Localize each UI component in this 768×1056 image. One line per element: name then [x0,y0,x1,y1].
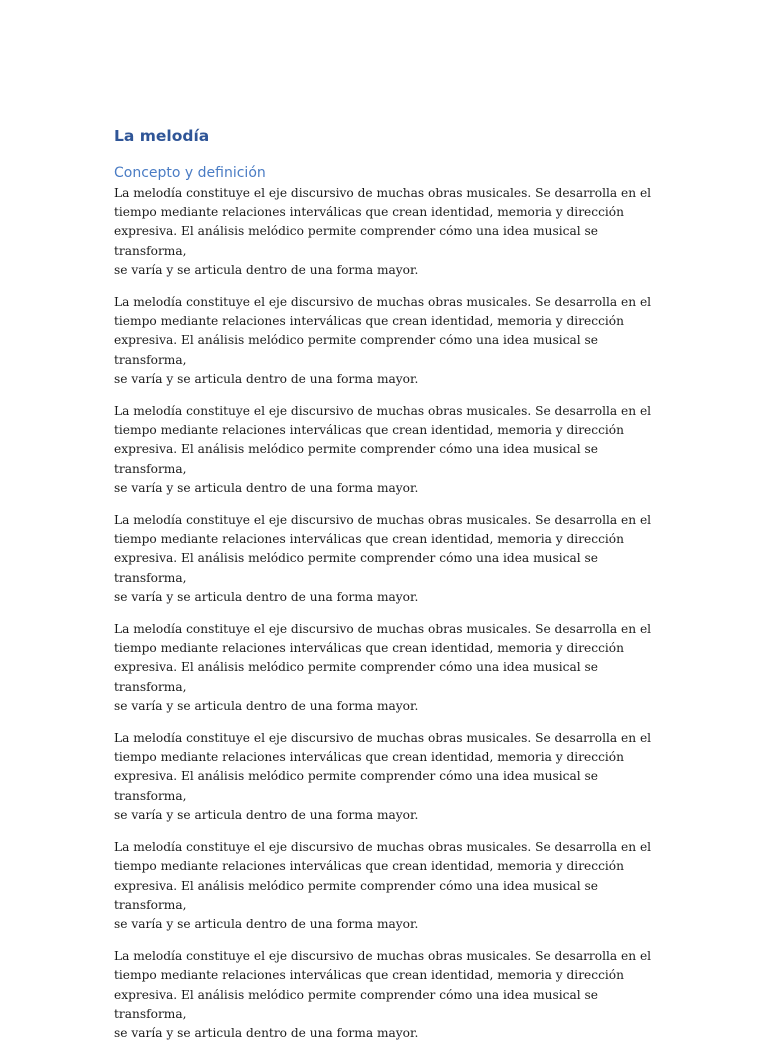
body-paragraph [114,402,654,498]
paragraph-line: La melodía constituye el eje discursivo de muchas obras musicales. Se desarrolla en el [114,404,652,419]
document-title: La melodía [114,127,210,145]
paragraph-line: tiempo mediante relaciones interválicas que crean identidad, memoria y dirección [114,750,624,765]
paragraph-line: se varía y se articula dentro de una forma mayor. [114,807,419,822]
paragraph-line: se varía y se articula dentro de una forma mayor. [114,480,419,495]
paragraph-line: La melodía constituye el eje discursivo de muchas obras musicales. Se desarrolla en el [114,840,652,855]
paragraph-line: La melodía constituye el eje discursivo de muchas obras musicales. Se desarrolla en el [114,513,652,528]
paragraph-line: tiempo mediante relaciones interválicas que crean identidad, memoria y dirección [114,968,624,983]
paragraph-line: La melodía constituye el eje discursivo de muchas obras musicales. Se desarrolla en el [114,622,652,637]
body-paragraph [114,184,654,280]
paragraph-line: La melodía constituye el eje discursivo de muchas obras musicales. Se desarrolla en el [114,731,652,746]
paragraph-line: se varía y se articula dentro de una forma mayor. [114,1025,419,1040]
paragraph-line: tiempo mediante relaciones interválicas que crean identidad, memoria y dirección [114,314,624,329]
paragraph-line: La melodía constituye el eje discursivo de muchas obras musicales. Se desarrolla en el [114,186,652,200]
paragraph-line: se varía y se articula dentro de una forma mayor. [114,589,419,604]
body-paragraph [114,293,654,389]
document-body [114,184,654,1043]
paragraph-line: expresiva. El análisis melódico permite comprender cómo una idea musical se transforma, [114,769,598,803]
section-heading: Concepto y definición [114,165,266,181]
paragraph-line: expresiva. El análisis melódico permite comprender cómo una idea musical se transforma, [114,551,598,585]
paragraph-line: La melodía constituye el eje discursivo de muchas obras musicales. Se desarrolla en el [114,949,652,964]
paragraph-line: expresiva. El análisis melódico permite comprender cómo una idea musical se transforma, [114,333,598,367]
body-paragraph [114,620,654,716]
paragraph-line: se varía y se articula dentro de una forma mayor. [114,262,419,277]
body-paragraph [114,838,654,934]
body-paragraph [114,947,654,1043]
paragraph-line: tiempo mediante relaciones interválicas que crean identidad, memoria y dirección [114,423,624,438]
paragraph-line: se varía y se articula dentro de una forma mayor. [114,698,419,713]
paragraph-line: expresiva. El análisis melódico permite comprender cómo una idea musical se transforma, [114,660,598,694]
paragraph-line: expresiva. El análisis melódico permite comprender cómo una idea musical se transforma, [114,224,598,258]
paragraph-line: tiempo mediante relaciones interválicas que crean identidad, memoria y dirección [114,205,624,220]
paragraph-line: tiempo mediante relaciones interválicas que crean identidad, memoria y dirección [114,859,624,874]
body-paragraph [114,729,654,825]
document-page [114,126,654,1056]
paragraph-line: se varía y se articula dentro de una forma mayor. [114,371,419,386]
body-paragraph [114,511,654,607]
paragraph-line: expresiva. El análisis melódico permite comprender cómo una idea musical se transforma, [114,987,598,1021]
paragraph-line: La melodía constituye el eje discursivo de muchas obras musicales. Se desarrolla en el [114,295,652,310]
paragraph-line: tiempo mediante relaciones interválicas que crean identidad, memoria y dirección [114,532,624,547]
paragraph-line: tiempo mediante relaciones interválicas que crean identidad, memoria y dirección [114,641,624,656]
paragraph-line: expresiva. El análisis melódico permite comprender cómo una idea musical se transforma, [114,442,598,476]
paragraph-line: expresiva. El análisis melódico permite comprender cómo una idea musical se transforma, [114,878,598,912]
paragraph-line: se varía y se articula dentro de una forma mayor. [114,916,419,931]
